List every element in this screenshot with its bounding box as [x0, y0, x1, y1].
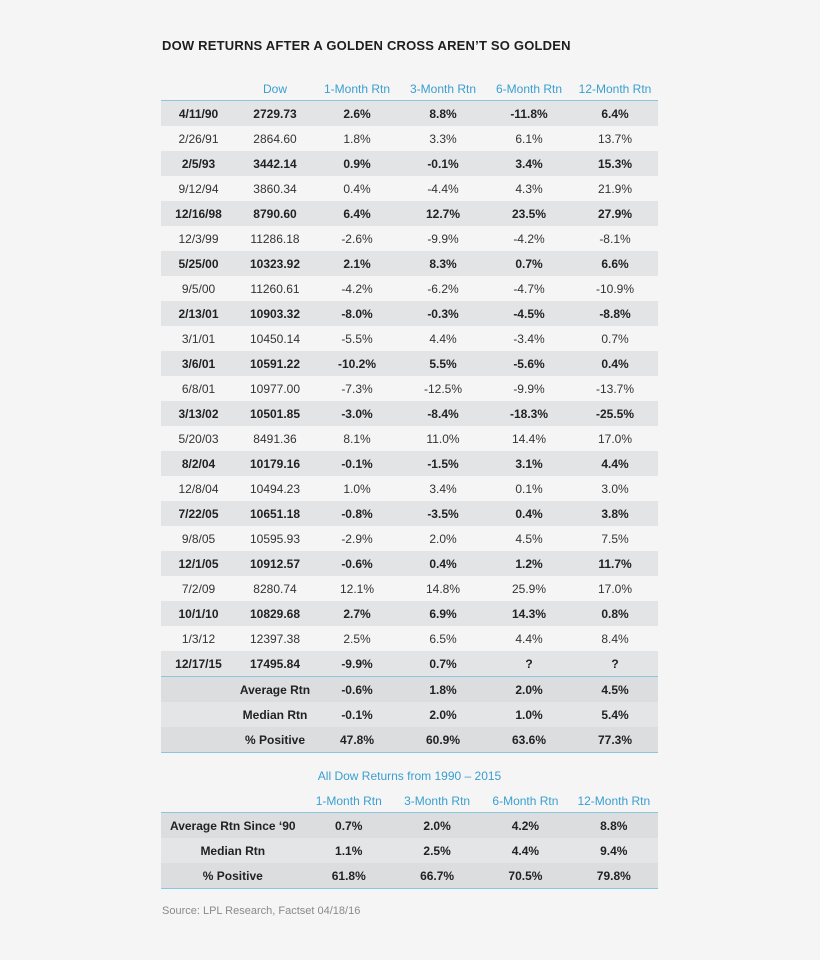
table-cell: -3.0% — [314, 401, 400, 426]
table-cell: 10912.57 — [236, 551, 314, 576]
table-cell: % Positive — [161, 863, 305, 889]
table-cell: 2.1% — [314, 251, 400, 276]
table-cell: 79.8% — [570, 863, 658, 889]
table-row — [161, 176, 658, 201]
table-cell: 1.2% — [486, 551, 572, 576]
table-cell: -3.5% — [400, 501, 486, 526]
table-cell — [161, 727, 236, 753]
source-note: Source: LPL Research, Factset 04/18/16 — [162, 905, 361, 917]
table-row — [161, 863, 658, 889]
table-cell: 2/13/01 — [161, 301, 236, 326]
table-cell: 8.1% — [314, 426, 400, 451]
table-cell: 1.0% — [314, 476, 400, 501]
table-cell: -0.3% — [400, 301, 486, 326]
table-cell: 12/3/99 — [161, 226, 236, 251]
table-cell: -12.5% — [400, 376, 486, 401]
table-cell: 60.9% — [400, 727, 486, 753]
data-rows — [161, 101, 658, 677]
table-cell: 4.4% — [486, 626, 572, 651]
table-cell: 12/17/15 — [161, 651, 236, 677]
table-cell: 11.7% — [572, 551, 658, 576]
table-cell: 10179.16 — [236, 451, 314, 476]
column-header: 1-Month Rtn — [315, 794, 382, 808]
table-cell: Median Rtn — [161, 838, 305, 863]
summary-rows — [161, 677, 658, 753]
table-cell: 17.0% — [572, 426, 658, 451]
table-cell: 9/8/05 — [161, 526, 236, 551]
table-cell: 0.1% — [486, 476, 572, 501]
table-cell: -11.8% — [486, 101, 572, 127]
table-cell: -10.2% — [314, 351, 400, 376]
table-cell: 0.9% — [314, 151, 400, 176]
table-cell: 3.4% — [400, 476, 486, 501]
table-cell: 2864.60 — [236, 126, 314, 151]
table-cell: 10595.93 — [236, 526, 314, 551]
table-cell: -0.1% — [314, 451, 400, 476]
table-cell: 12397.38 — [236, 626, 314, 651]
table-cell: 2.7% — [314, 601, 400, 626]
table-cell: 2.0% — [400, 702, 486, 727]
all-returns-subtitle: All Dow Returns from 1990 – 2015 — [317, 769, 502, 783]
table-cell: 12.7% — [400, 201, 486, 226]
table-cell: 27.9% — [572, 201, 658, 226]
table-cell: 8790.60 — [236, 201, 314, 226]
table-cell: 66.7% — [393, 863, 481, 889]
table-cell: 2.0% — [400, 526, 486, 551]
table-cell: 6.4% — [572, 101, 658, 127]
table-row — [161, 326, 658, 351]
table-cell: Median Rtn — [236, 702, 314, 727]
table-cell: 4/11/90 — [161, 101, 236, 127]
table-cell: 2.0% — [486, 677, 572, 703]
table-cell: -8.4% — [400, 401, 486, 426]
table-row — [161, 376, 658, 401]
table-cell: 12/16/98 — [161, 201, 236, 226]
summary-row — [161, 677, 658, 703]
table-cell: 13.7% — [572, 126, 658, 151]
table-cell: 4.4% — [481, 838, 569, 863]
table-row — [161, 276, 658, 301]
table-cell — [161, 677, 236, 703]
table-cell: 8280.74 — [236, 576, 314, 601]
table-cell: 10501.85 — [236, 401, 314, 426]
table-cell: ? — [572, 651, 658, 677]
table-cell: 14.4% — [486, 426, 572, 451]
table-cell: 2.0% — [393, 813, 481, 839]
table-row — [161, 251, 658, 276]
table-cell: 10323.92 — [236, 251, 314, 276]
column-header: 3-Month Rtn — [404, 794, 471, 808]
column-header: 6-Month Rtn — [492, 794, 559, 808]
table-row — [161, 526, 658, 551]
table-cell: 2729.73 — [236, 101, 314, 127]
table-cell: -5.5% — [314, 326, 400, 351]
table-cell: 4.3% — [486, 176, 572, 201]
table-cell: 10651.18 — [236, 501, 314, 526]
summary-row — [161, 727, 658, 753]
table-cell: 1.0% — [486, 702, 572, 727]
table-row — [161, 226, 658, 251]
table-cell: 11286.18 — [236, 226, 314, 251]
table-cell: -4.4% — [400, 176, 486, 201]
table-cell: -25.5% — [572, 401, 658, 426]
table-cell: 5.5% — [400, 351, 486, 376]
table-cell: 4.2% — [481, 813, 569, 839]
column-header: 3-Month Rtn — [409, 82, 477, 96]
table-cell: 1.1% — [305, 838, 393, 863]
table-cell: 10494.23 — [236, 476, 314, 501]
table-cell: 77.3% — [572, 727, 658, 753]
column-header: 1-Month Rtn — [323, 82, 391, 96]
column-header: 6-Month Rtn — [495, 82, 563, 96]
table-cell: 4.4% — [400, 326, 486, 351]
table-cell: ? — [486, 651, 572, 677]
table-cell: -8.0% — [314, 301, 400, 326]
table-cell: 21.9% — [572, 176, 658, 201]
table-cell: -6.2% — [400, 276, 486, 301]
table-cell: 1/3/12 — [161, 626, 236, 651]
table-cell: 9.4% — [570, 838, 658, 863]
table-row — [161, 151, 658, 176]
table-row — [161, 626, 658, 651]
table-cell: -18.3% — [486, 401, 572, 426]
table-cell: -8.1% — [572, 226, 658, 251]
table-cell: 61.8% — [305, 863, 393, 889]
table-cell: 47.8% — [314, 727, 400, 753]
table-cell: -13.7% — [572, 376, 658, 401]
table-cell: -8.8% — [572, 301, 658, 326]
table-cell: % Positive — [236, 727, 314, 753]
table-cell — [161, 702, 236, 727]
table-cell: 2/5/93 — [161, 151, 236, 176]
table-cell: 5/25/00 — [161, 251, 236, 276]
table-row — [161, 126, 658, 151]
golden-cross-returns-table — [161, 78, 658, 753]
table-cell: 8/2/04 — [161, 451, 236, 476]
table-cell: 10/1/10 — [161, 601, 236, 626]
table-row — [161, 838, 658, 863]
table-row — [161, 301, 658, 326]
table-cell: 9/12/94 — [161, 176, 236, 201]
table-cell: 2.5% — [314, 626, 400, 651]
table-cell: 10903.32 — [236, 301, 314, 326]
column-header: 12-Month Rtn — [577, 794, 651, 808]
table-cell: 23.5% — [486, 201, 572, 226]
table-cell: -2.6% — [314, 226, 400, 251]
table-cell: 10450.14 — [236, 326, 314, 351]
table-cell: 3.8% — [572, 501, 658, 526]
table-cell: 63.6% — [486, 727, 572, 753]
table-cell: 3860.34 — [236, 176, 314, 201]
table-cell: 70.5% — [481, 863, 569, 889]
table-cell: 5/20/03 — [161, 426, 236, 451]
table-cell: 14.3% — [486, 601, 572, 626]
table-cell: 6.5% — [400, 626, 486, 651]
table-cell: -9.9% — [486, 376, 572, 401]
table-cell: 6/8/01 — [161, 376, 236, 401]
table-cell: 1.8% — [314, 126, 400, 151]
table-cell: 3/6/01 — [161, 351, 236, 376]
column-header — [161, 78, 236, 101]
table-cell: 4.5% — [486, 526, 572, 551]
table-cell: 7/2/09 — [161, 576, 236, 601]
table-cell: -4.2% — [314, 276, 400, 301]
table-cell: -0.6% — [314, 677, 400, 703]
table-cell: 0.8% — [572, 601, 658, 626]
table-row — [161, 576, 658, 601]
table-cell: 17495.84 — [236, 651, 314, 677]
table-cell: Average Rtn Since ‘90 — [161, 813, 305, 839]
table-row — [161, 651, 658, 677]
table-cell: 8.4% — [572, 626, 658, 651]
table-cell: -4.5% — [486, 301, 572, 326]
header-row — [161, 78, 658, 101]
table-cell: 0.7% — [486, 251, 572, 276]
chart-title: DOW RETURNS AFTER A GOLDEN CROSS AREN’T SO GOLDEN — [162, 38, 571, 53]
table-cell: Average Rtn — [236, 677, 314, 703]
table-cell: 7.5% — [572, 526, 658, 551]
table-cell: 10977.00 — [236, 376, 314, 401]
data-rows — [161, 813, 658, 889]
table-cell: -4.7% — [486, 276, 572, 301]
table-row — [161, 601, 658, 626]
table-cell: 12/1/05 — [161, 551, 236, 576]
table-cell: 5.4% — [572, 702, 658, 727]
table-cell: 3.4% — [486, 151, 572, 176]
table-cell: -9.9% — [400, 226, 486, 251]
table-cell: -7.3% — [314, 376, 400, 401]
table-cell: -9.9% — [314, 651, 400, 677]
table-cell: 6.9% — [400, 601, 486, 626]
column-header: 12-Month Rtn — [578, 82, 652, 96]
table-cell: 3/13/02 — [161, 401, 236, 426]
table-cell: 3.3% — [400, 126, 486, 151]
table-cell: 6.4% — [314, 201, 400, 226]
column-header — [161, 790, 305, 813]
table-cell: 11260.61 — [236, 276, 314, 301]
table-row — [161, 201, 658, 226]
column-header: Dow — [262, 82, 287, 96]
table-cell: -1.5% — [400, 451, 486, 476]
table-cell: 0.4% — [400, 551, 486, 576]
table-cell: 12/8/04 — [161, 476, 236, 501]
table-row — [161, 476, 658, 501]
table-row — [161, 351, 658, 376]
table-cell: 14.8% — [400, 576, 486, 601]
table-row — [161, 551, 658, 576]
table-cell: 25.9% — [486, 576, 572, 601]
table-cell: -0.6% — [314, 551, 400, 576]
table-row — [161, 101, 658, 127]
table-cell: 2.5% — [393, 838, 481, 863]
table-cell: -10.9% — [572, 276, 658, 301]
table-row — [161, 813, 658, 839]
table-cell: 12.1% — [314, 576, 400, 601]
table-cell: -4.2% — [486, 226, 572, 251]
table-cell: 2.6% — [314, 101, 400, 127]
table-cell: 2/26/91 — [161, 126, 236, 151]
table-cell: 10591.22 — [236, 351, 314, 376]
table-cell: -3.4% — [486, 326, 572, 351]
table-cell: 17.0% — [572, 576, 658, 601]
table-cell: 0.7% — [305, 813, 393, 839]
table-cell: 11.0% — [400, 426, 486, 451]
table-cell: -5.6% — [486, 351, 572, 376]
table-cell: 8.3% — [400, 251, 486, 276]
table-cell: 3442.14 — [236, 151, 314, 176]
all-dow-returns-table — [161, 790, 658, 889]
summary-row — [161, 702, 658, 727]
table-cell: 8.8% — [400, 101, 486, 127]
table-cell: 1.8% — [400, 677, 486, 703]
table-cell: -0.1% — [400, 151, 486, 176]
table-row — [161, 401, 658, 426]
table-cell: 0.4% — [314, 176, 400, 201]
table-row — [161, 426, 658, 451]
table-cell: 4.5% — [572, 677, 658, 703]
table-cell: 8491.36 — [236, 426, 314, 451]
table-cell: 6.1% — [486, 126, 572, 151]
table-cell: 3.1% — [486, 451, 572, 476]
table-cell: -0.8% — [314, 501, 400, 526]
header-row — [161, 790, 658, 813]
table-cell: 15.3% — [572, 151, 658, 176]
table-cell: 4.4% — [572, 451, 658, 476]
table-cell: 7/22/05 — [161, 501, 236, 526]
table-cell: 0.4% — [486, 501, 572, 526]
table-cell: 3/1/01 — [161, 326, 236, 351]
table-row — [161, 501, 658, 526]
table-cell: 8.8% — [570, 813, 658, 839]
table-cell: 10829.68 — [236, 601, 314, 626]
table-cell: 0.4% — [572, 351, 658, 376]
table-cell: 0.7% — [572, 326, 658, 351]
table-cell: 0.7% — [400, 651, 486, 677]
table-cell: 9/5/00 — [161, 276, 236, 301]
table-row — [161, 451, 658, 476]
table-cell: 3.0% — [572, 476, 658, 501]
table-cell: 6.6% — [572, 251, 658, 276]
table-cell: -0.1% — [314, 702, 400, 727]
table-cell: -2.9% — [314, 526, 400, 551]
